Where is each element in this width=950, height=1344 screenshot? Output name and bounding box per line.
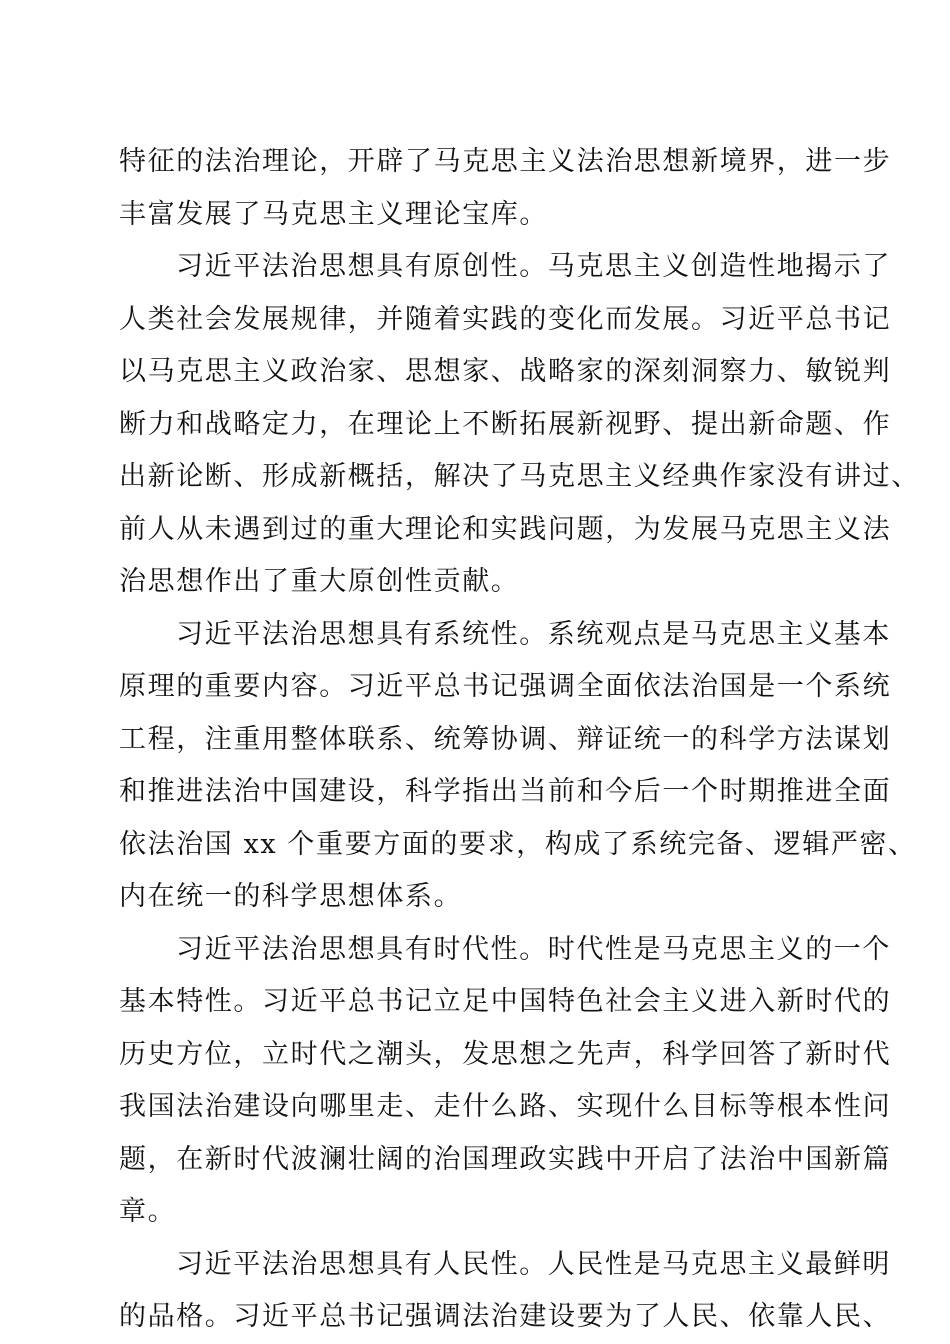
text-line: 依法治国 xx 个重要方面的要求，构成了系统完备、逻辑严密、 (119, 828, 917, 860)
body-text (119, 136, 920, 1344)
text-line: 章。 (119, 1196, 177, 1227)
text-line: 基本特性。习近平总书记立足中国特色社会主义进入新时代的 (119, 986, 892, 1017)
text-line: 人类社会发展规律，并随着实践的变化而发展。习近平总书记 (119, 303, 892, 335)
text-line: 治思想作出了重大原创性贡献。 (119, 566, 520, 597)
paragraph-start-line: 习近平法治思想具有时代性。时代性是马克思主义的一个 (176, 933, 891, 965)
text-line: 内在统一的科学思想体系。 (119, 881, 463, 912)
text-line: 题，在新时代波澜壮阔的治国理政实践中开启了法治中国新篇 (119, 1143, 892, 1175)
text-line: 特征的法治理论，开辟了马克思主义法治思想新境界，进一步 (119, 146, 892, 177)
text-line: 以马克思主义政治家、思想家、战略家的深刻洞察力、敏锐判 (119, 356, 892, 387)
text-line: 出新论断、形成新概括，解决了马克思主义经典作家没有讲过、 (119, 461, 920, 492)
text-line: 断力和战略定力，在理论上不断拓展新视野、提出新命题、作 (119, 408, 892, 440)
paragraph-start-line: 习近平法治思想具有系统性。系统观点是马克思主义基本 (176, 618, 891, 650)
text-line: 丰富发展了马克思主义理论宝库。 (119, 198, 548, 230)
text-line: 工程，注重用整体联系、统筹协调、辩证统一的科学方法谋划 (119, 723, 892, 755)
text-line: 历史方位，立时代之潮头，发思想之先声，科学回答了新时代 (119, 1038, 892, 1070)
text-line: 前人从未遇到过的重大理论和实践问题，为发展马克思主义法 (119, 513, 892, 545)
paragraph-start-line: 习近平法治思想具有人民性。人民性是马克思主义最鲜明 (176, 1248, 891, 1280)
paragraph-start-line: 习近平法治思想具有原创性。马克思主义创造性地揭示了 (176, 251, 891, 282)
text-line: 的品格。习近平总书记强调法治建设要为了人民、依靠人民、 (119, 1301, 892, 1332)
text-line: 我国法治建设向哪里走、走什么路、实现什么目标等根本性问 (119, 1091, 892, 1122)
text-line: 和推进法治中国建设，科学指出当前和今后一个时期推进全面 (119, 776, 892, 807)
text-line: 原理的重要内容。习近平总书记强调全面依法治国是一个系统 (119, 671, 892, 702)
